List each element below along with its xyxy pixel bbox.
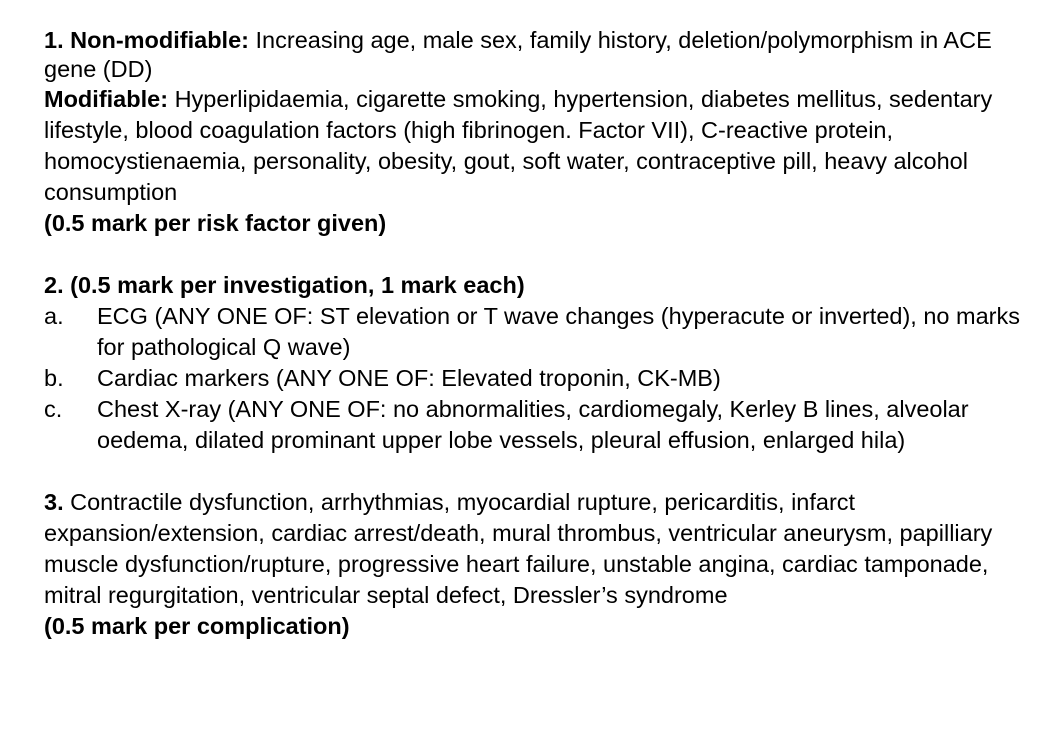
- non-modifiable-text: Increasing age, male sex, family history, deletion/polymorphism in ACE gene (DD): [44, 27, 992, 82]
- modifiable-paragraph: [44, 84, 1044, 208]
- list-item-text: Cardiac markers (ANY ONE OF: Elevated troponin, CK-MB): [97, 365, 721, 391]
- section-3-number: 3.: [44, 489, 64, 515]
- non-modifiable-label: Non-modifiable:: [70, 27, 249, 53]
- complications-text: Contractile dysfunction, arrhythmias, myocardial rupture, pericarditis, infarct expansion/extension, cardiac arrest/death, mural thrombus, ventricular aneurysm, papilliary muscle dysfunction/rupture, progressive heart failure, unstable angina, cardiac tamponade, mitral regurgitation, ventricular septal defect, Dressler’s syndrome: [44, 489, 993, 608]
- investigation-list: [44, 301, 1044, 456]
- spacer: [44, 456, 1044, 487]
- complications-paragraph: [44, 487, 1044, 611]
- list-marker: b.: [44, 365, 64, 391]
- section-3-marking-text: (0.5 mark per complication): [44, 613, 350, 639]
- section-1-marking-text: (0.5 mark per risk factor given): [44, 210, 387, 236]
- list-item-text: Chest X-ray (ANY ONE OF: no abnormalities, cardiomegaly, Kerley B lines, alveolar oedema, dilated prominant upper lobe vessels, pleural effusion, enlarged hila): [97, 396, 969, 453]
- section-2-heading: [44, 270, 1044, 301]
- section-3: [44, 487, 1044, 642]
- list-item: [44, 363, 1044, 394]
- list-item: [44, 394, 1044, 456]
- list-marker: a.: [44, 303, 64, 329]
- list-item: [44, 301, 1044, 363]
- section-3-marking: [44, 611, 1044, 642]
- list-marker: c.: [44, 396, 63, 422]
- section-1-marking: [44, 208, 1044, 239]
- list-item-text: ECG (ANY ONE OF: ST elevation or T wave changes (hyperacute or inverted), no marks for pathological Q wave): [97, 303, 1020, 360]
- section-2: [44, 270, 1044, 456]
- document-body: [44, 26, 1044, 642]
- non-modifiable-paragraph: [44, 26, 1044, 84]
- modifiable-label: Modifiable:: [44, 86, 169, 112]
- spacer: [44, 239, 1044, 270]
- section-1-number: 1.: [44, 27, 64, 53]
- modifiable-text: Hyperlipidaemia, cigarette smoking, hypertension, diabetes mellitus, sedentary lifestyle, blood coagulation factors (high fibrinogen. Factor VII), C-reactive protein, homocystienaemia, personality, obesity, gout, soft water, contraceptive pill, heavy alcohol consumption: [44, 86, 993, 205]
- section-1: [44, 26, 1044, 239]
- section-2-heading-text: 2. (0.5 mark per investigation, 1 mark each): [44, 272, 525, 298]
